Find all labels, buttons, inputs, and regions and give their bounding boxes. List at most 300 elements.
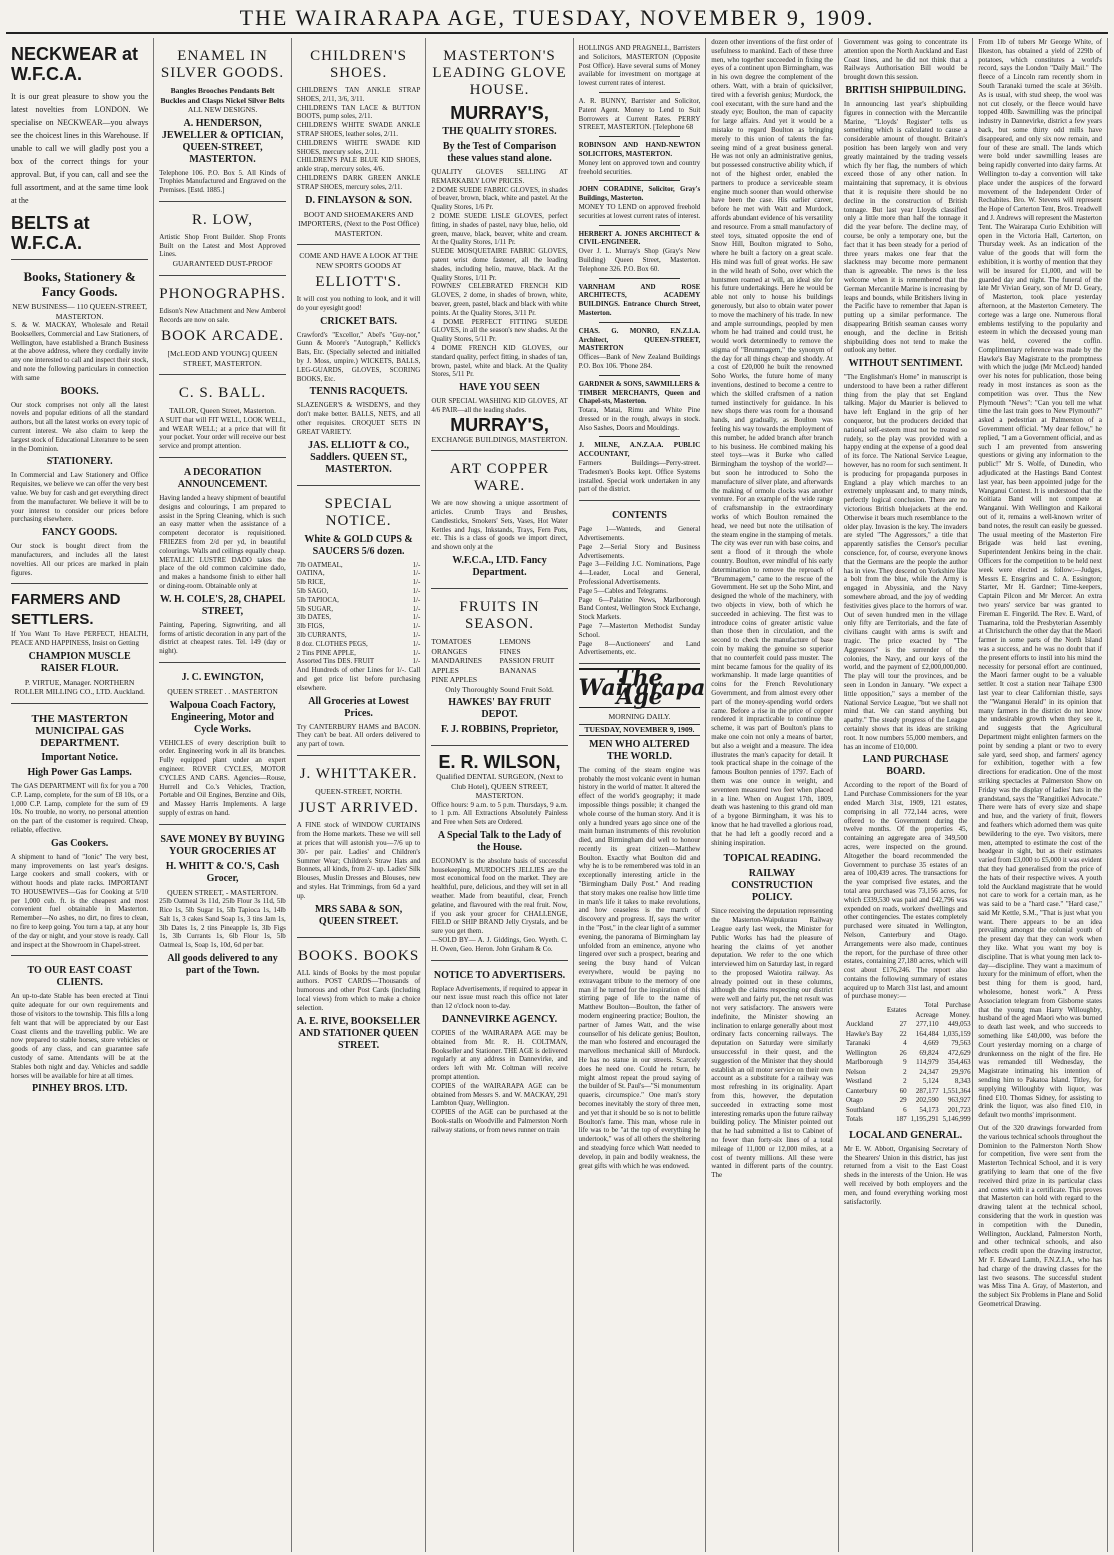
milne-card: J. MILNE, A.N.Z.A.A. PUBLIC ACCOUNTANT, [578, 441, 701, 459]
table-cell: 963,927 [947, 1096, 971, 1105]
table-row [844, 1106, 973, 1116]
enamel-items: Bangles Brooches Pendants Belt Buckles and Clasps Nickel Silver Belts [160, 86, 285, 105]
neckwear-ad [11, 38, 148, 260]
fancy-heading: FANCY GOODS. [42, 527, 118, 539]
without-title: WITHOUT SENTIMENT. [848, 358, 963, 370]
fruit-item: PINE APPLES [431, 675, 478, 684]
stationery-body: In Commercial and Law Stationery and Office Requisites, we believe we can offer the very best value. We buy for cash and get everything direct from the manufacturer. We believe it will be to your interest to consider our prices before purchasing elsewhere. [11, 471, 149, 524]
boots-item: CHILDREN'S PALE BLUE KID SHOES, ankle strap, mercury soles, 4/6. [296, 156, 421, 174]
table-row [844, 1030, 973, 1040]
table-cell: 5,146,999 [942, 1115, 971, 1124]
grocery-row [297, 561, 421, 570]
grocery-row [297, 631, 421, 640]
books-heading: BOOKS. [60, 385, 99, 397]
table-row [844, 1039, 973, 1049]
table-cell: 287,177 [915, 1086, 939, 1095]
gas-body: The GAS DEPARTMENT will fix for you a 700 C.P. Lamp, complete, for the sum of £8 10s, or a 1,000 C.P. Lamp, complete for the sum of £9 10s. No trouble, no worry, no personal attention on the part of the customer is required. Cheap, reliable, effective. [11, 781, 149, 834]
table-cell: 354,463 [947, 1058, 971, 1067]
table-cell: 472,629 [947, 1048, 971, 1057]
gardner-body: Totara, Matai, Rimu and White Pine dressed or in the rough, always in stock. Also Sashes, Doors and Mouldings. [578, 406, 701, 432]
wilson-hours: Office hours: 9 a.m. to 5 p.m. Thursdays, 9 a.m. to 1 p.m. All Extractions Absolutely Painless and Free when Sets are Ordered. [431, 800, 568, 827]
table-cell: Canterbury [845, 1086, 878, 1095]
railway-body: Since receiving the deputation representing the Masterton-Waipukurau Railway League early last week, the Minister for Public Works has had the pleasure of hearing the claims of yet another deputation. We refer to the one which interviewed him on Saturday last, in regard to the proposed Waiotira railway. As already pointed out in these columns, although the claims respecting our district were well and fairly put, the net result was not very satisfactory. The answers were indefinite, the Minister showing an inclination to enlarge generally about most ordinary facts concerning railways. The deputation on Saturday were similarly unsuccessful in their quest, and the suggestion of the Minister that they should establish an oil motor service on their own account as a substitute for a railway was most refreshing in its originality. Apart from this, however, the deputation succeeded in extracting some most interesting remarks upon the future railway building policy. The Minister pointed out that he had submitted a list to Cabinet of no fewer than forty-six lines of a total mileage of 11,000 or 12,000 miles, at a cost of twenty millions. All these were wanted in different parts of the country. The [711, 907, 833, 1180]
column-7 [839, 38, 974, 1552]
table-header: Purchase Money. [945, 1001, 971, 1019]
whitt-name: H. WHITT & CO.'S, Cash Grocer, [165, 860, 280, 884]
special-notice-ad [297, 486, 421, 756]
east-coast-body: An up-to-date Stable has been erected at Tinui quite adequate for our own requirements and those of visitors to the township. This fills a long felt want that will be appreciated by our East Coast clients and the travelling public. We are now prepared to stable horses, store vehicles or goods of any class, and can guarantee safe custody of same. Attendants will be at the Stables both night and day. Vehicles and saddle horses will be available for hire at all times. [11, 992, 149, 1080]
coradine-body: MONEY TO LEND on approved freehold securities at lowest current rates of interest. [578, 202, 701, 220]
grocery-price: 1/- [412, 648, 421, 657]
books-title: Books, Stationery & Fancy Goods. [23, 269, 136, 299]
topical-title: TOPICAL READING. [723, 853, 821, 865]
special-intro: White & GOLD CUPS & SAUCERS 5/6 dozen. [304, 533, 413, 557]
walpoua: Walpoua Coach Factory, Engineering, Motor and Cycle Works. [169, 699, 276, 735]
ball-sub: TAILOR, Queen Street, Masterton. [169, 406, 277, 416]
grocery-row [297, 649, 421, 658]
grocery-price: 1/- [412, 639, 421, 648]
grocery-price: 1/- [412, 631, 421, 639]
boots-item: CHILDREN'S TAN ANKLE STRAP SHOES, 2/11, 3/6, 3/11. [296, 86, 421, 103]
cookers-body: A shipment to hand of "Ionic" The very best, many improvements on last year's designs. Large cookers and small cookers, with or without hoods and plate racks. IMPORTANT TO HOUSEWIVES—Gas for Cooking at 5/10 per 1,000 cub. ft. is the cheapest and most convenient fuel obtainable in Masterton. Remember—No ashes, no dirt, no fires to clean, no fire to keep going. You turn a tap, at any hour of the day or night, and your stove is ready. Call and inspect at the Showroom in Chapel-street. [11, 852, 149, 949]
fruit-item: PASSION FRUIT [499, 656, 555, 665]
phono-ad [159, 276, 286, 376]
contents-item: Page 8—Auctioneers' and Land Advertisements, etc. [578, 639, 701, 657]
grocery-price: 1/- [412, 657, 421, 666]
column-5 [574, 38, 707, 1552]
milne-body: Farmers Buildings—Perry-street. Tradesmen's Books kept. Office Systems installed. Special work undertaken in any part of the district. [578, 459, 701, 494]
table-cell: 449,053 [947, 1020, 971, 1029]
table-cell: 2 [903, 1077, 907, 1086]
grocery-row [297, 587, 421, 596]
table-cell: 79,563 [951, 1039, 971, 1048]
tennis-body: SLAZENGER'S & WISDEN'S, and they don't make better. BALLS, NETS, and all other requisites. CROQUET SETS IN GREAT VARIETY. [296, 401, 421, 436]
grocery-item: 5lb TAPIOCA, [296, 595, 339, 604]
table-cell: 277,110 [916, 1020, 939, 1029]
fruits-sub: Only Thoroughly Sound Fruit Sold. [445, 684, 554, 694]
monro-card: CHAS. G. MONRO, F.N.Z.I.A. Architect, QUEEN-STREET, MASTERTON [578, 326, 701, 353]
wfca-fancy: W.F.C.A., LTD. Fancy Department. [452, 555, 547, 578]
table-cell: 201,723 [947, 1105, 971, 1114]
table-cell: Nelson [845, 1067, 866, 1076]
delivered: All goods delivered to any part of the Town. [167, 952, 278, 976]
groceries-low: All Groceries at Lowest Prices. [308, 695, 409, 719]
glove-item: 4 DOME FRENCH KID GLOVES, our standard quality, perfect fitting, in shades of tan, brown, pastel, white and black. At the Quality Stores, 5/11 Pr. [431, 343, 568, 379]
grocery-row [297, 605, 421, 614]
grocery-price: 1/- [412, 587, 421, 596]
grocery-item: 3lb FIGS, [296, 622, 325, 631]
enamel-ad [159, 38, 286, 202]
table-row [844, 1058, 973, 1068]
table-cell: 69,824 [919, 1048, 939, 1057]
land-body: According to the report of the Board of Land Purchase Commissioners for the year ended March 31st, 1909, 121 estates, comprising in all 772,144 acres, were offered to the Government during the twelve months. Of the properties 45, containing an aggregate area of 349,500 acres, were inspected on the ground. Altogether the board recommended the Government to purchase 35 estates of an area of 100,439 acres. The transactions for the year comprised five estates, and the total area purchased was 73,156 acres, for which £339,530 was paid and £42,796 was expended on roads, workers' dwellings and other contingencies. The estates completely purchased were situated in Wellington, Nelson, Canterbury and Otago. Arrangements were also made, continues the report, for the purchase of three other estates, containing 27,180 acres, which will cost about £176,246. The report also contains the following summary of estates acquired up to March 31st last, and amount of purchase money:— [843, 781, 968, 1001]
dannevirke-title: DANNEVIRKE AGENCY. [441, 1014, 558, 1026]
contents-item: Page 2—Serial Story and Business Advertisements. [578, 542, 701, 560]
rive-name: A. E. RIVE, BOOKSELLER AND STATIONER QUEEN STREET. [296, 1015, 421, 1051]
table-header-row [844, 1001, 973, 1020]
land-title: LAND PURCHASE BOARD. [862, 754, 949, 778]
finlayson-sub: BOOT AND SHOEMAKERS AND IMPORTERS, (Next to the Post Office) MASTERTON. [298, 209, 420, 238]
sports-intro: COME AND HAVE A LOOK AT THE NEW SPORTS GOODS AT [299, 251, 418, 270]
phono-title: PHONOGRAPHS. [159, 285, 286, 302]
table-cell: 54,173 [919, 1105, 939, 1114]
grocery-item: 3lb CURRANTS, [296, 631, 347, 639]
coradine-card: JOHN CORADINE, Solicitor, Gray's Buildings, Masterton. [578, 185, 701, 203]
grocery-row [297, 640, 421, 649]
children-shoes-ad [297, 38, 421, 245]
table-cell: 9 [903, 1058, 907, 1067]
fruits-title: FRUITS IN SEASON. [459, 599, 540, 632]
table-cell: Totals [845, 1115, 863, 1124]
table-cell: 202,590 [915, 1096, 939, 1105]
elliotts-ad [297, 245, 421, 486]
paper-sub: MORNING DAILY. [608, 711, 671, 721]
ewington-sub: QUEEN STREET . . MASTERTON [167, 687, 278, 697]
henderson-name: A. HENDERSON, JEWELLER & OPTICIAN, QUEEN-STREET, MASTERTON. [161, 117, 284, 165]
jones-body: Over J. L. Murray's Shop (Gray's New Building) Queen Street, Masterton. Telephone 326. P.O. Box 60. [578, 247, 701, 273]
shipbuilding-body: In announcing last year's shipbuilding figures in connection with the Mercantile Marine, "Lloyds' Register" tells us something which is calculated to cause a considerable amount of thought. Britain's position has been largely won and very greatly maintained by the trading vessels which fly her flag, the numbers of which exceed those of any other nation. In maintaining that supremacy, it is obvious that it is requisite there should be no decline in the construction of British tonnage. But last year Lloyds classified only a little more than half the tonnage it did the year before. The decline may, of course, be only a temporary one, but the fact that it has been steady for a period of three years makes one fear that the slackness may become more permanent than is agreeable. The news is the less welcome when it is remembered that the German Mercantile Marine is increasing by leaps and bounds, while Britishers living in the Pacific have to remember that Japan is putting up a similar performance. The disappearing British seaman causes worry enough, and the decline in British shipbuilding does not tend to make the outlook any better. [843, 99, 968, 355]
table-cell: 114,979 [916, 1058, 939, 1067]
grocery-item: 7lb OATMEAL, [296, 560, 343, 569]
neckwear-title: NECKWEAR at W.F.C.A. [11, 44, 139, 84]
decoration-body: Having landed a heavy shipment of beautiful designs and colourings, I am prepared to assist in the Spring Cleaning, which is such an easy matter when the assistance of a competent decorator is requisitioned. FRIEZES from 2/d per yd, in beautiful colourings. Walls and ceilings equally cheap. METALLIC LUSTRE DADO takes the place of the old common calcimine dado, and makes a handsome finish to either hall or dining-room. Obtainable only at [159, 494, 286, 591]
grocery-price: 1/- [412, 604, 421, 613]
wilson-ad [431, 746, 567, 961]
column-2 [154, 38, 292, 1552]
decoration-ad [159, 458, 286, 663]
table-cell: 8,343 [954, 1077, 971, 1086]
paper-title: The Wairarapa Age [578, 665, 706, 711]
murrays-title: MURRAY'S, [450, 103, 549, 123]
gloves-ad [431, 38, 567, 451]
contents-item: Page 6—Palatine News, Marlborough Band Contest, Wellington Stock Exchange, Stock Markets. [578, 595, 701, 622]
bunny-card: A. R. BUNNY, Barrister and Solicitor, Patent Agent. Money to Lend to Suit Borrowers at Current Rates. PERRY STREET, MASTERTON. [Telephone 68 [578, 96, 701, 132]
decoration-title: A DECORATION ANNOUNCEMENT. [177, 467, 268, 491]
table-header: Total Acreage [915, 1001, 939, 1019]
table-cell: 1,035,159 [942, 1029, 971, 1038]
gas-title: THE MASTERTON MUNICIPAL GAS DEPARTMENT. [31, 712, 128, 749]
phono-body: Edison's New Attachment and New Amberol Records are now on sale. [159, 306, 286, 324]
fruit-item: BANANAS [499, 665, 537, 675]
dannevirke-body: COPIES of the WAIRARAPA AGE may be obtained from Mr. R. H. COLTMAN, Bookseller and Stationer. THE AGE is delivered regularly at any address in Dannevirke, and orders left with Mr. Coltman will receive prompt attention. [431, 1029, 568, 1082]
contents-title: CONTENTS [611, 510, 667, 522]
cricket-body: Crawford's "Excellor," Abel's "Guy-nor," Gunn & Moore's "Autograph," Kellick's Bats, Etc. (Specially selected and initialled by J. Moss, umpire.) WICKETS, BALLS, LEG-GUARDS, GLOVES, SCORING BOOKS, Etc. [296, 330, 421, 383]
wilson-sub: Qualified DENTAL SURGEON, (Next to Club Hotel), QUEEN STREET, MASTERTON. [436, 772, 563, 800]
table-cell: 4 [903, 1039, 907, 1048]
children-shoes-title: CHILDREN'S SHOES. [310, 48, 408, 81]
table-cell: 6 [903, 1105, 907, 1114]
local-title: LOCAL AND GENERAL. [849, 1129, 963, 1141]
cole-body: Painting, Papering, Signwriting, and all forms of artistic decoration in any part of the district at cheapest rates. Tel. 149 (day or night). [159, 620, 286, 656]
table-row [844, 1087, 973, 1097]
column-6 [706, 38, 839, 1552]
fruit-item: MANDARINES [431, 656, 482, 665]
copper-ad [431, 451, 567, 589]
table-cell: Hawke's Bay [845, 1029, 883, 1038]
table-cell: Marlborough [845, 1058, 883, 1067]
grocery-price: 1/- [412, 578, 421, 587]
boots-item: CHILDREN'S WHITE SWADE KID SHOES, mercury soles, 2/11. [296, 138, 421, 156]
fruit-item: ORANGES [431, 646, 468, 656]
notice-title: NOTICE TO ADVERTISERS. [433, 969, 566, 981]
ewington-ad [159, 663, 286, 825]
notice-ad [431, 961, 567, 1141]
table-cell: Wellington [845, 1048, 877, 1057]
grocery-price: 1/- [412, 613, 421, 622]
table-cell: 1,195,291 [910, 1115, 939, 1124]
jones-card: HERBERT A. JONES ARCHITECT & CIVIL-ENGINEER. [578, 229, 701, 247]
jas-elliott: JAS. ELLIOTT & CO., Saddlers. QUEEN ST., MASTERTON. [308, 439, 410, 475]
table-cell: 26 [899, 1048, 907, 1057]
hawkes-title: HAWKES' BAY FRUIT DEPOT. [448, 697, 551, 720]
saba: MRS SABA & SON, QUEEN STREET. [314, 903, 403, 927]
stationery-heading: STATIONERY. [46, 456, 113, 468]
grocery-item: 3lb DATES, [296, 613, 332, 622]
low-ad [159, 202, 286, 276]
table-cell: 5,124 [922, 1077, 939, 1086]
books-books-body: ALL kinds of Books by the most popular authors. POST CARDS—Thousands of humorous and other Post Cards (including local views) from which to make a choice selection. [296, 968, 421, 1012]
virtue-sign: P. VIRTUE, Manager. NORTHERN ROLLER MILLING CO., LTD. Auckland. [14, 677, 145, 697]
contents-item: Page 7—Masterton Methodist Sunday School. [578, 622, 701, 639]
table-header: Estates [886, 1006, 907, 1015]
table-cell: 29 [899, 1096, 907, 1105]
glove-item: 2 DOME SUEDE LISLE GLOVES, perfect fitting, in shades of pastel, navy blue, helio, old green, mauve, black, beaver, white and cream. At the Quality Stores, 1/11 Pr. [431, 211, 568, 247]
mackay-copies: COPIES of the WAIRARAPA AGE can be obtained from Messrs S. and W. MACKAY, 291 Lambton Quay, Wellington. [431, 1081, 568, 1108]
whitt-ad [159, 825, 286, 986]
grocery-row [297, 657, 421, 666]
special-title: SPECIAL NOTICE. [324, 495, 393, 529]
suit-body: A SUIT that will FIT WELL, LOOK WELL, and WEAR WELL; at a price that will fit your pocket. Your order will receive our best service and prompt attention. [159, 415, 286, 451]
table-cell: Auckland [845, 1020, 874, 1029]
groceries-note: And Hundreds of other Lines for 1/-. Call and get price list before purchasing elsewhere. [296, 666, 421, 692]
cole-name: W. H. COLE'S, 28, CHAPEL STREET, [159, 593, 286, 617]
grocery-row [297, 596, 421, 605]
have-you-seen: HAVE YOU SEEN [459, 382, 540, 394]
shipbuilding-title: BRITISH SHIPBUILDING. [845, 84, 966, 96]
neckwear-body: It is our great pleasure to show you the latest novelties from LONDON. We specialise on NECKWEAR—you always see the choicest lines in this Warehouse. If unable to call we will gladly post you a box of the correct things for your approval. But, if you can, call and see the full assortment, and at the same time look at the [11, 92, 149, 205]
elliotts-title: ELLIOTT'S. [315, 274, 402, 291]
column-4 [426, 38, 573, 1552]
grocery-item: 5lb SUGAR, [296, 604, 333, 613]
whittaker-title: J. WHITTAKER. [299, 765, 418, 782]
gloves-intro: QUALITY GLOVES SELLING AT REMARKABLY LOW PRICES. [431, 168, 568, 185]
cricket-heading: CRICKET BATS. [320, 315, 398, 327]
enamel-title: ENAMEL IN SILVER GOODS. [160, 48, 285, 81]
column-8 [973, 38, 1108, 1552]
gas-ad [11, 704, 148, 957]
grocery-price: 1/- [412, 560, 421, 569]
table-cell: 22 [899, 1029, 907, 1038]
table-cell: 60 [899, 1086, 907, 1095]
grocery-item: 5lb RICE, [296, 578, 326, 587]
table-cell: Southland [845, 1105, 875, 1114]
grocery-item: 2 Tins PINE APPLE, [296, 648, 356, 657]
boots-item: CHILDREN'S TAN LACE & BUTTON BOOTS, pump soles, 2/11. [296, 103, 421, 121]
hollings-card: HOLLINGS AND PRAGNELL, Barristers and Solicitors, MASTERTON (Opposite Post Office). Have several sums of Money available for investment on mortgage at lowest current rates of interest. [578, 44, 701, 88]
gloves-title: MASTERTON'S LEADING GLOVE HOUSE. [432, 48, 567, 98]
grocery-price: 1/- [412, 622, 421, 631]
murrays-sub: EXCHANGE BUILDINGS, MASTERTON. [431, 434, 568, 444]
grocery-item: 8 doz. CLOTHES PEGS, [296, 639, 368, 648]
belts-title: BELTS at W.F.C.A. [11, 213, 90, 253]
canterbury: Try CANTERBURY HAMS and BACON. They can't be beat. All orders delivered to any part of town. [296, 722, 421, 749]
east-coast-ad [11, 956, 148, 1104]
glove-item: 2 DOME SUEDE FABRIC GLOVES, in shades of beaver, brown, black, white and pastel. At the Quality Stores, 1/6 Pr. [431, 185, 568, 212]
fancy-body: Our stock is bought direct from the manufacturers, and includes all the latest novelties. All our prices are marked in plain figures. [11, 542, 149, 577]
fruit-item: APPLES [431, 665, 459, 675]
enamel-new: ALL NEW DESIGNS. [187, 105, 258, 114]
east-coast-title: TO OUR EAST COAST CLIENTS. [27, 965, 132, 989]
grocery-price: 1/- [412, 595, 421, 604]
grocery-item: OATINA, [296, 569, 325, 578]
ewington-title: J. C. EWINGTON, [181, 672, 264, 684]
grocery-row [297, 613, 421, 622]
table-cell: 164,484 [915, 1029, 939, 1038]
finlayson-title: D. FINLAYSON & SON. [305, 194, 412, 206]
farmers-title: FARMERS AND SETTLERS. [11, 591, 121, 629]
contents-box [579, 501, 701, 664]
local-news: From 1lb of tubers Mr George White, of Ilkeston, has obtained a yield of 229lb of potatoes, which constitutes a world's record, says the London "Daily Mail." The fleece of a Lincoln ram recently shorn in South Taranaki turned the scale at 36½lb. As is usual, with stud sheep, the wool was not cut closely, or the fleece would have topped 40lb. Sawmilling was the principal industry in Dannevirke, district a few years back, but some thirty odd mills have disappeared, and only six now remain, and four of these are small. The lands which were bold under sawmilling leases are being rapidly converted into dairy farms. At Wellington to-day a convention will take place under the auspices of the forward movement of the Independent Order of Rechabites. Bro. W. Stevens will represent the Hope of Carterton Tent, Bros. Treadwell and J. Andrews will represent the Masterton Tent. The Wairarapa Curio Exhibition will open in the Victoria Hall, Carterton, on Thursday week. As an indication of the value of the goods that will form the exhibition, it is worthy of mention that they will be insured for £1,000, and will be guarded day and night. The funeral of the late Mr Vivian Geary, son of Mr D. Geary, of Masterton, took place yesterday afternoon, at the Masterton Cemetery. The cortege was a large one. Numerous floral emblems testifying to the popularity and esteem in which the deceased young man was held, covered the coffin. Complimentary reference was made by the Hawke's Bay Magistrate to the promptness with which the judge (Mr McLeod) handed over his notes for publication, those being ready in most instances as soon as the competition was over. Thus the New Plymouth "News": "Can you tell me what time the last train goes to New Plymouth?" asked a pedestrian at Palmerston of a Government official. "My dear fellow," he replied, "I am a Government official, and as such I am prevented from answering questions or giving any information to the public!" Mr S. Wolfe, of Dunedin, who adjudicated at the Hastings Band Contest last year, has been appointed judge for the Wanganui Contest. It is understood that the Koitiata Band will not compete at Wanganui. With Wellington and Kaikorai out of it, remains a well-known writer of band notes, the result can easily be guessed. The usual meeting of the Masterton Fire Brigade was held last evening, Superintendent Jenkins being in the chair. Officers for the competition to be held next week were elected as follow:—Judges, Messrs E. Ensgrins and C. A. Essington; Starter, Mr H. Gardner; Time-keepers, Captain Pilcon and Mr Mercer. An extra two years' service bar was granted to Fireman E. Fingerild. The Rev. E. Ward, of Tuamarina, told the Presbyterian Assembly at Christchurch the other day that the Maori farmer in some parts of the North Island was a success, and he was no doubt that if the present efforts to instil into his mind the necessity for personal effort are continued, the Maori farmer ought to be a valuable settler. It cost a station near Taihape £300 last year to clear Californian thistle, says the "Wanganui Herald" in its opinion that many farmers in the district do not know the undesirable growth when they see it, and suggests that the Agricultural Department might enlighten farmers on the point by sending a plant or two to every sale yard, seed shop, and farmers' agency for exhibition, together with a few directions for eradication. One of the most striking spectacles at Palmerston Show on Friday was the display of ladies' hats in the grandstand, says the "Rangitikei Advocate." There were hats of every size and shape and hue, and the variety of fruit, flowers and feathers which adorned them was quite bewildering to the eye. Two visitors, mere men, attempted to estimate the cost of the headgear in sight, but as their estimates varied from £3,000 to £5,000 it was evident that they had generalised from the price of the hats of their respective wives. A youth told the Auckland magistrate that he would not care to work for a certain man, as he was said to be a "hard case." "Hard case," said Mr Kettle, S.M., "That is just what you want. There appears to be an idea prevailing amongst the colonial youth of the present day that they can work when they like. What you want my boy is discipline. That is what young men lack to-day—discipline. They want a maximum of luxury for the minimum of effort, when the best thing for them is good, hard, wholesome, honest work." A Press Association telegram from Gisborne states that the young man Harry Willoughby, husband of the aged Maori who was burned to death last week, and who succeeds to something like £40,000, was before the Court yesterday morning on a charge of drunkenness on the night of the fire. He was remanded till Wednesday, the Magistrate intimating his intention of sending him to Pakatoa Island. Titley, for supplying Willoughby with liquor, was fined £10. Thomas Sidney, for assisting to drink the liquor, was also fined £10, in default two months' imprisonment. [978, 38, 1102, 1120]
article-continued: dozen other inventions of the first order of usefulness to mankind. Each of these three men, who together succeeded in fixing the eyes of a continent upon Birmingham, was in his own degree the complement of the others. Watt, with a brain of quicksilver, tired with a feverish genius; Murdock, the cool executant, with the sure hand and the steady eye; Boulton, the man of capacity for large affairs. And yet it would be a mistake to regard Boulton as bringing merely to this union of talents the far-seeing mind of a great business general. He was not only an administrative genius, but possessed constructive ability which, if not of the highest order, enabled the partners to produce a serviceable steam engine much sooner than would otherwise have been the case. His earlier career, before he met with Watt and Murdock, affords abundant evidence of his versatility and resource. From a small manufactory of steel toys, situated opposite the end of Snow Hill, Boulton migrated to Soho, where he built a factory on a great scale. His mind was full of great works. He saw in the wild heath of Soho, over which the huntsmen roamed at will, an ideal site for his future undertakings. Here he would be able not only to house his buildings generously, but also to obtain water power to move the machinery of his trade. In new and ample surroundings, peopled by men whom he had trained and could trust, he would work determinedly to remove the stigma of "Brummagem," the synonym of the day for all things cheap and shoddy. At a cost of £20,000 he built the renowned Soho Works, the future home of many inventions, destined to become a centre to which the skilled craftsmen of a nation turned instinctively for guidance. In his new shops there was room for a thousand hands, and gradually, as Boulton was feeling his way towards the employment of this number, he added branch after branch to his business. He combined making his steel toys—was it Burke who called Birmingham the toyshop of the world?—but soon he introduced to Soho the manufacture of silver plate, and afterwards the making of ormolu clocks was another venture. For an example of the wide range of craftsmanship in the extraordinary works of which Boulton remained the head, we need but note the utilisation of the steam engine in the stamping of metals. The city was ever run with base coins, and sent a flood of it through the whole country. Boulton, ever mindful of his early determination to remove the reproach of "Brummagem," came to the rescue of the Government. He set up the Soho Mint, and designed the whole of the machinery, with two objects in view, both of which he succeeded in achieving. The first was to introduce coins of greater artistic value than those then in circulation, and the second to check the manufacture of base coin by making the genuine so superior that no counterfeit could pass muster. The mint became famous for the quality of its workmanship. It made large quantities of coins for the French Revolutionary Government, and from almost every other part of the money-spending world orders came. Before a rise in the price of copper rendered it impracticable to continue the scheme, it was part of Boulton's plans to make one coin not only a means of barter, but also a weight and a measure. The idea illustrates the man's capacity for detail. It took practical shape in the coinage of the famous Boulton pennies of 1797. Each of them was one ounce in weight, and seventeen measured two feet when placed in a line. When on August 17th, 1809, death was hastening to this grand old man of a bygone Birmingham, it was his to know that he had travelled a glorious road, that he had left a goodly record and a shining inspiration. [711, 38, 833, 847]
books-body: Our stock comprises not only all the latest novels and popular editions of all the standard authors, but all the latest works on every topic of current interest. We also claim to keep the largest stock of Educational Literature to be seen in the Dominion. [11, 400, 149, 453]
local-body: Mr E. W. Abbott, Organising Secretary of the Shearers' Union in this district, has just returned from a visit to the East Coast sheds in the interests of the Union. He was well received by both employers and the men, and found everything working most satisfactorily. [843, 1144, 968, 1206]
grocery-list [297, 561, 421, 667]
grocery-row [297, 569, 421, 578]
ball-ad [159, 375, 286, 458]
table-cell: Taranaki [845, 1039, 871, 1048]
whittaker-ad [297, 756, 421, 938]
cookers-heading: Gas Cookers. [51, 837, 109, 849]
copies-3: COPIES of the AGE can be purchased at the Book-stalls on Woodville and Palmerston North railway stations, or from news runner on train [431, 1108, 568, 1134]
table-row [844, 1068, 973, 1078]
books-books: BOOKS. BOOKS [297, 947, 420, 964]
railway-continued: Government was going to concentrate its attention upon the North Auckland and East Coast lines, and he did not think that a Railways Authorisation Bill would be brought down this session. [843, 38, 968, 82]
table-row [844, 1096, 973, 1106]
gardner-card: GARDNER & SONS, SAWMILLERS & TIMBER MERCHANTS, Queen and Chapel-sts, Masterton. [578, 379, 701, 406]
save-money: SAVE MONEY BY BUYING YOUR GROCERIES AT [160, 833, 285, 857]
glove-item: 4 DOME PERFECT FITTING SUEDE GLOVES, in all the season's new shades. At the Quality Stores, 5/11 Pr. [431, 317, 568, 344]
fruit-item: TOMATOES [431, 637, 472, 646]
just-arrived: JUST ARRIVED. [298, 800, 419, 817]
table-cell: 24,347 [919, 1067, 939, 1076]
fruit-item: LEMONS [499, 637, 531, 646]
elliotts-body: It will cost you nothing to look, and it will do your eyesight good! [296, 295, 421, 312]
special-talk-body: ECONOMY is the absolute basis of successful housekeeping. MURDOCH'S JELLIES are the most economical food on the market. They are healthful, pure, delicious, and they will set in all weather. Made from beautiful, clear, French gelatine, and flavoured with the real fruit. Now, if you ask your grocer for CHALLENGE, FIELD or SHIP BRAND Jelly Crystals, and be sure you get them. [431, 856, 568, 936]
mackay-ad [11, 260, 148, 584]
ball-title: C. S. BALL. [178, 385, 267, 402]
table-row [844, 1020, 973, 1030]
column-3 [292, 38, 427, 1552]
grocery-row [297, 622, 421, 631]
technical-school-news: Out of the 320 drawings forwarded from the various technical schools throughout the Dominion to the Palmerston North Show for competition, five were sent from the Masterton Technical School, and it is very gratifying to learn that one of the five received third prize in its particular class and comes with it a certificate. This proves that Masterton can hold with regard to the drawing talent at the technical school, considering that the work in question was in competition with the Dunedin, Wellington, Auckland, Palmerston North, and other technical schools, and also reflects credit upon the drawing instructor, Mr F. Edward Lamb, F.N.Z.I.A., who has had charge of the drawing classes for the last two seasons. The successful student was Miss Tina A. Gray, of Masterton, and the subject Six Problems in Plane and Solid Geometrical Drawing. [978, 1124, 1102, 1308]
copper-title: ART COPPER WARE. [449, 461, 550, 495]
comparison: By the Test of Comparison these values stand alone. [442, 141, 557, 164]
important-notice: Important Notice. [41, 751, 118, 763]
table-cell: Otago [845, 1096, 863, 1105]
table-cell: 187 [896, 1115, 907, 1124]
henderson-tel: Telephone 106. P.O. Box 5. All Kinds of Trophies Manufactured and Engraved on the Premises. [Estd. 1885.] [159, 168, 286, 195]
grocery-item: 5lb SAGO, [296, 587, 329, 596]
robbins: F. J. ROBBINS, Proprietor, [440, 724, 559, 735]
vehicles-body: VEHICLES of every description built to order. Engineering work in all its branches. Fully equipped plant under an expert engineer. ROVER CYCLES, MOTOR CYCLES AND CARS. Agencies—Rouse, Hurrell and Co.'s Vehicles, Traction, Portable and Oil Engines, Benzine and Oils, and Massey Harris Implements. A large supply of extras on hand. [159, 738, 286, 817]
varnham-card: VARNHAM AND ROSE ARCHITECTS, ACADEMY BUILDINGS. Entrance Church Street, Masterton. [578, 282, 701, 317]
glove-item: FOWNES' CELEBRATED FRENCH KID GLOVES, 2 dome, in shades of brown, white, beaver, green, pastel, black and black with white points. At the Quality Stores, 3/11 Pr. [431, 282, 568, 317]
arcade-sub: [McLEOD AND YOUNG] QUEEN STREET, MASTERTON. [167, 349, 278, 368]
champion-flour: CHAMPION MUSCLE RAISER FLOUR. [28, 650, 131, 674]
whitt-sub: QUEEN STREET, - MASTERTON. [167, 887, 278, 897]
tennis-heading: TENNIS RACQUETS. [309, 386, 408, 398]
table-header [844, 1001, 885, 1020]
flour-ad [11, 584, 148, 704]
grocery-item: Assorted Tins DES. FRUIT [296, 657, 375, 666]
professional-cards [579, 38, 701, 501]
low-title: R. LOW, [192, 211, 254, 228]
table-cell: 29,976 [951, 1067, 971, 1076]
robinson-body: Money lent on approved town and country freehold securities. [578, 158, 701, 176]
table-cell: Westland [845, 1077, 872, 1086]
dust-proof: GUARANTEED DUST-PROOF [172, 259, 273, 269]
mackay-body: S. & W. MACKAY, Wholesale and Retail Booksellers, Commercial and Law Stationers, of Wellington, have established a Branch Business at the above address, where they cordially invite any one interested to call and inspect their stock, and note the following particulars in connection with same [11, 321, 149, 382]
arrived-body: A FINE stock of WINDOW CURTAINS from the Home markets. These we will sell at prices that will astonish you—7/6 up to 30/- per pair. Ladies' and Children's Summer Wear; Children's Straw Hats and Bonnets, all kinds, from 2/- up. Ladies' Silk Blouses, Muslin Dresses and Blouses, new and styles. Hat Trimmings, from 6d a yard up. [296, 821, 421, 900]
new-business: NEW BUSINESS— 110 QUEEN-STREET, MASTERTON. [12, 302, 148, 321]
boots-item: CHILDREN'S DARK GREEN ANKLE STRAP SHOES, mercury soles, 2/11. [296, 173, 421, 191]
whittaker-sub: QUEEN-STREET, NORTH. [315, 786, 403, 796]
table-cell: 1,551,364 [942, 1086, 971, 1095]
grocery-price: 1/- [412, 569, 421, 578]
table-row [844, 1049, 973, 1059]
wilson-title: E. R. WILSON, [438, 752, 561, 772]
grocery-row [297, 578, 421, 587]
notice-body: Replace Advertisements, if required to appear in our next issue must reach this office not later than 12 o'clock noon to-day. [431, 984, 568, 1011]
contents-item: Page 1—Wanteds, and General Advertisements. [578, 525, 701, 543]
murrays-title-2: MURRAY'S, [450, 414, 549, 435]
boots-item: CHILDREN'S WHITE SWADE ANKLE STRAP SHOES, leather soles, 2/11. [296, 121, 421, 138]
column-1 [6, 38, 154, 1552]
whitt-body: 25lb Oatmeal 3s 11d, 25lb Flour 3s 11d, 5lb Rice 1s, 5lb Sugar 1s, 5lb Tapioca 1s, 14lb Salt 1s, 3 cakes Sand Soap 1s, 3 tins Jam 1s, 3lb Dates 1s, 2 tins Pineapple 1s, 3lb Figs 1s, 3lb Currants 1s, 6lb Flour 1s, 5lb Oatmeal 1s, Soap 1s, 10d, 6d per bar. [159, 897, 286, 950]
fruit-list [431, 637, 567, 685]
railway-title: RAILWAY CONSTRUCTION POLICY. [731, 868, 813, 904]
pinhey-sign: PINHEY BROS. LTD. [31, 1083, 128, 1095]
monro-body: Offices—Bank of New Zealand Buildings P.O. Box 106. 'Phone 284. [578, 353, 701, 370]
robinson-card: ROBINSON AND HAND-NEWTON SOLICITORS, MASTERTON. [578, 141, 701, 158]
table-cell: 2 [903, 1067, 907, 1076]
date-line: TUESDAY, NOVEMBER 9, 1909. [579, 724, 701, 736]
special-talk: A Special Talk to the Lady of the House. [437, 829, 562, 853]
rive-ad [297, 938, 421, 1061]
quality-stores: THE QUALITY STORES. [442, 126, 557, 137]
low-body: Artistic Shop Front Builder. Shop Fronts Built on the Latest and Most Approved Lines. [159, 232, 286, 259]
article-title: MEN WHO ALTERED THE WORLD. [589, 738, 690, 762]
fruits-ad [431, 589, 567, 746]
high-power: High Power Gas Lamps. [27, 766, 132, 778]
glove-item: SUEDE MOSQUETAIRE FABRIC GLOVES, patent wrist dome fastener, all the leading shades, including helio, mauve, black. At the Quality Stores, 1/11 Pr. [431, 247, 568, 282]
sold-by: —SOLD BY— A. J. Giddings, Geo. Wyeth. C. H. Owen, Geo. Heron. John Graham & Co. [431, 936, 568, 953]
farmers-body: If You Want To Have PERFECT, HEALTH, PEACE AND HAPPINESS, Insist on Getting [11, 630, 149, 648]
copper-body: We are now showing a unique assortment of articles. Crumb Trays and Brushes, Candlesticks, Smokers' Sets, Vases, Hot Water Kettles and Jugs, Inkstands, Trays, Fern Pots, etc. This is a class of goods we import direct, and shown only at the [431, 499, 568, 552]
table-total-row [844, 1115, 973, 1125]
table-cell: 4,669 [922, 1039, 939, 1048]
masthead: THE WAIRARAPA AGE, TUESDAY, NOVEMBER 9, 1909. [6, 4, 1108, 34]
contents-item: Page 5—Cables and Telegrams. [578, 586, 668, 595]
washing-gloves: OUR SPECIAL WASHING KID GLOVES, AT 4/6 PAIR—all the leading shades. [431, 397, 568, 414]
article-body: The coming of the steam engine was probably the most volcanic event in human history in the world of matter. It altered the effect of the world's geography; it made impossible things possible; it changed the whole course of the human story. And it is only a hundred years ago since one of the main human instruments of this revolution died, and Birmingham did well to honour recently its great citizen—Matthew Boulton. Exactly what Boulton did and why he is to be remembered was told in an exceptionally interesting article in the "Birmingham Daily Post." And reading that story makes one realise how little time in man's life it takes to make revolutions, and how ceaseless is the march of discovery and progress. If, says the writer in the "Post," in the clear light of a summer evening, the panorama of Birmingham lay unfolded from an eminence, anyone who lingered over such a prospect, bearing and seeing the busy hand of Vulcan everywhere, would be paying no extravagant tribute to the memory of one man if he turned for the inspiration of this stirring page of life to the name of Matthew Boulton—Boulton, the father of modern engineering practice; Boulton, the partner of James Watt, and the wise counsellor of his delicate genius; Boulton, the man who fostered and encouraged the marvellous mechanical skill of Murdock. He has no statue in our streets. Scarcely does he need one. Could he return, he might almost repeat the proud saying of the builder of St. Paul's—"Si monumentum quaeris, circumspice." One man's story becomes inevitably the story of three men, and yet that it should be so is not to belittle Boulton's fame. This man, whose rule in life was to be "at the top of everything he undertook," was of all others the sheltering and steadying force which Watt needed to develop, in pain and bodily weakness, the great gifts with which he was endowed. [578, 765, 701, 1170]
table-cell: 27 [899, 1020, 907, 1029]
estates-table [844, 1001, 973, 1125]
contents-item: Page 3—Feilding J.C. Nominations, Page 4—Leader, Local and General, Professional Advertisements. [578, 560, 701, 587]
table-row [844, 1077, 973, 1087]
arcade-title: BOOK ARCADE. [161, 328, 284, 345]
fruit-item: FINES [499, 646, 521, 656]
